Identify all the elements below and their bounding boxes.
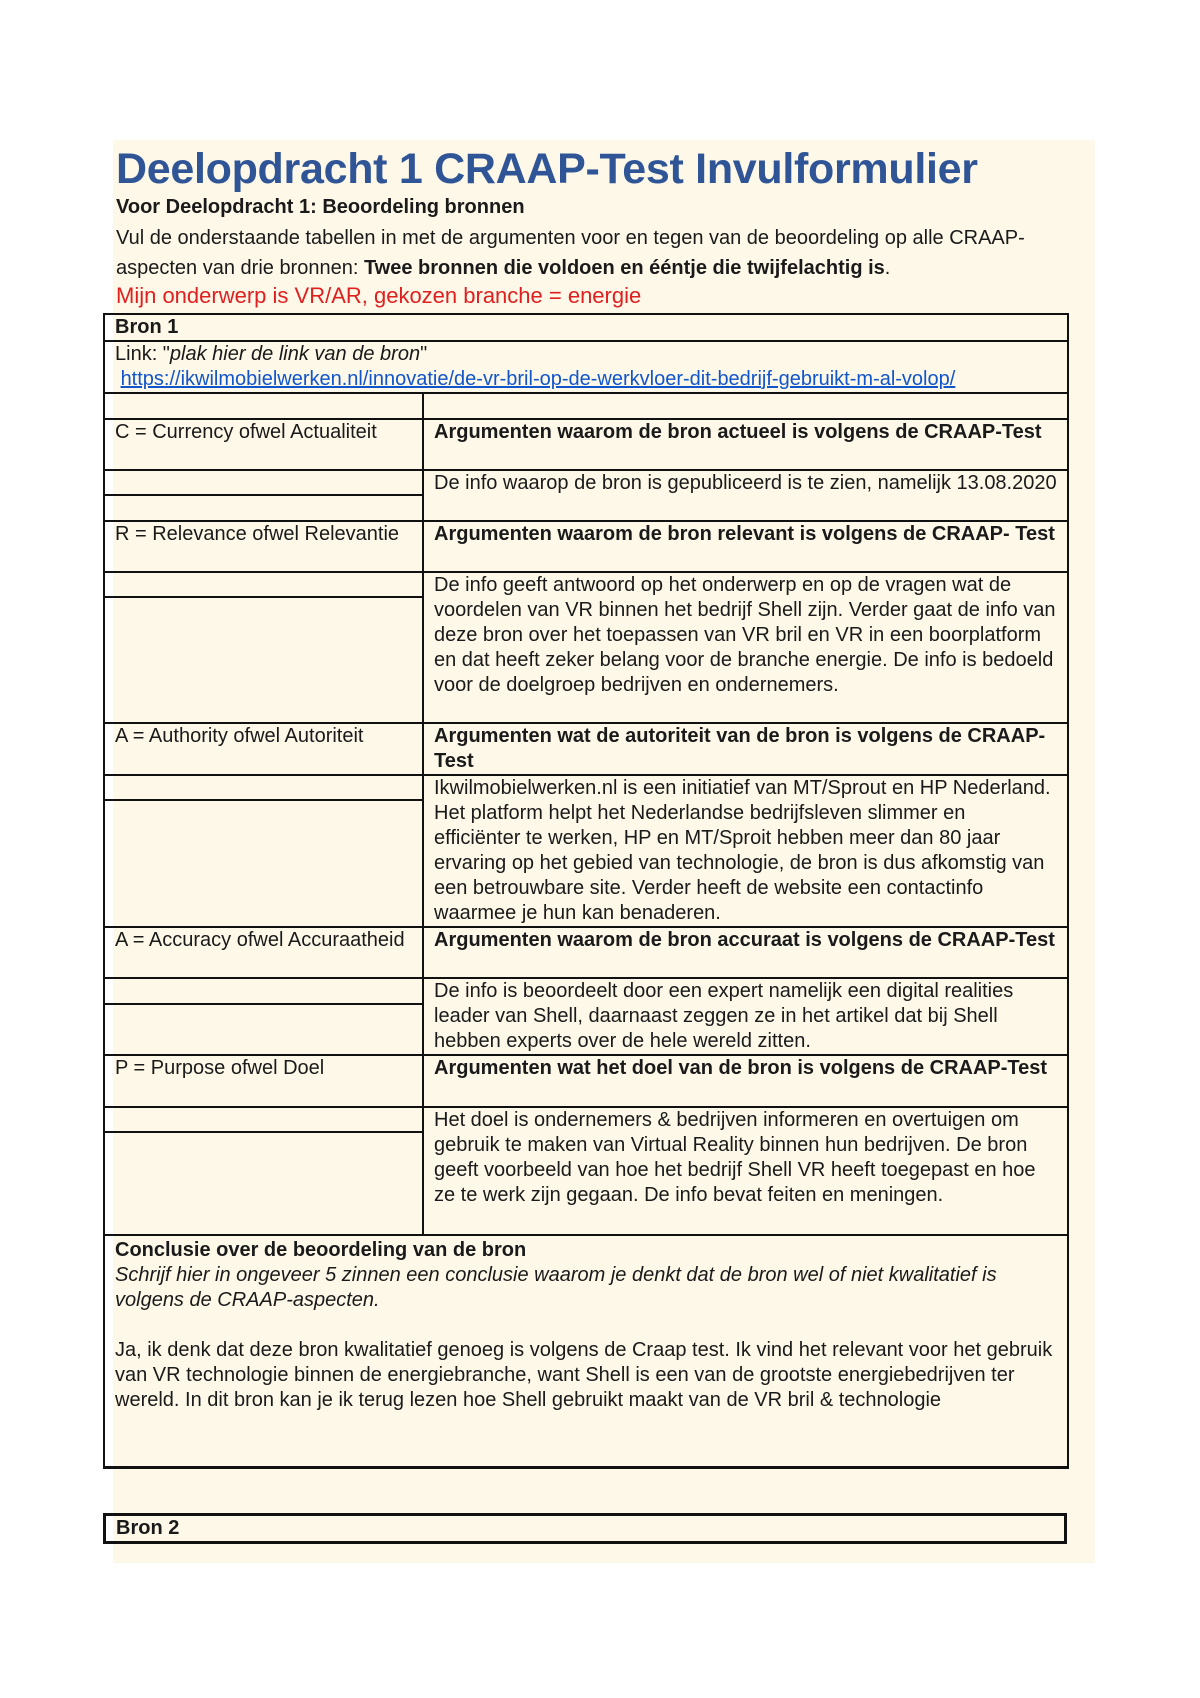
aspect-row-relevance bbox=[104, 521, 1068, 572]
intro-bold: Twee bronnen die voldoen en ééntje die twijfelachtig is bbox=[363, 257, 885, 279]
aspect-label: R = Relevance ofwel Relevantie bbox=[104, 521, 423, 572]
assignment-subheading: Voor Deelopdracht 1: Beoordeling bronnen bbox=[116, 196, 525, 218]
aspect-answer-currency[interactable]: De info waarop de bron is gepubliceerd is te zien, namelijk 13.08.2020 bbox=[423, 470, 1068, 521]
aspect-row-purpose bbox=[104, 1055, 1068, 1107]
bron2-table bbox=[103, 1513, 1067, 1544]
spacer-row bbox=[104, 393, 1068, 419]
empty-cell bbox=[423, 393, 1068, 419]
aspect-answer-relevance[interactable]: De info geeft antwoord op het onderwerp en op de vragen wat de voordelen van VR binnen het bedrijf Shell zijn. Verder gaat de info van deze bron over het toepassen van VR bril en VR in een boorplatform en dat heeft zeker belang voor de branche energie. De info is bedoeld voor de doelgroep bedrijven en ondernemers. bbox=[423, 572, 1068, 723]
aspect-label: A = Authority ofwel Autoriteit bbox=[104, 723, 423, 775]
aspect-row-authority bbox=[104, 723, 1068, 775]
bron2-heading-row bbox=[105, 1515, 1066, 1543]
aspect-label: P = Purpose ofwel Doel bbox=[104, 1055, 423, 1107]
source-url-link[interactable]: https://ikwilmobielwerken.nl/innovatie/de-vr-bril-op-de-werkvloer-dit-bedrijf-gebruikt-m-al-volop/ bbox=[120, 368, 956, 390]
aspect-answer-purpose[interactable]: Het doel is ondernemers & bedrijven informeren en overtuigen om gebruik te maken van Virtual Reality binnen hun bedrijven. De bron geeft voorbeeld van hoe het bedrijf Shell VR heeft toegepast en hoe ze te werk zijn gegaan. De info bevat feiten en meningen. bbox=[423, 1107, 1068, 1235]
empty-cell bbox=[104, 800, 423, 927]
intro-end: . bbox=[884, 257, 891, 279]
empty-cell bbox=[104, 775, 423, 800]
empty-cell bbox=[104, 393, 423, 419]
aspect-answer-row bbox=[104, 1107, 1068, 1132]
aspect-answer-row bbox=[104, 775, 1068, 800]
aspect-answer-row bbox=[104, 978, 1068, 1004]
bron1-link-cell bbox=[104, 341, 1068, 393]
conclusion-text[interactable]: Ja, ik denk dat deze bron kwalitatief genoeg is volgens de Craap test. Ik vind het relevant voor het gebruik van VR technologie binnen de energiebranche, want Shell is een van de grootste energiebedrijven ter wereld. In dit bron kan je ik terug lezen hoe Shell gebruikt maakt van de VR bril & technologie bbox=[115, 1339, 1053, 1411]
aspect-row-accuracy bbox=[104, 927, 1068, 978]
empty-cell bbox=[104, 470, 423, 495]
intro-text: Vul de onderstaande tabellen in met de argumenten voor en tegen van de beoordeling op alle CRAAP-aspecten van drie bronnen: bbox=[116, 227, 1025, 279]
link-hint: plak hier de link van de bron bbox=[169, 343, 421, 365]
conclusion-instruction: Schrijf hier in ongeveer 5 zinnen een conclusie waarom je denkt dat de bron wel of niet kwalitatief is volgens de CRAAP-aspecten. bbox=[115, 1264, 997, 1311]
aspect-header: Argumenten wat het doel van de bron is volgens de CRAAP-Test bbox=[423, 1055, 1068, 1107]
empty-cell bbox=[104, 597, 423, 723]
aspect-header: Argumenten wat de autoriteit van de bron is volgens de CRAAP-Test bbox=[423, 723, 1068, 775]
aspect-answer-authority[interactable]: Ikwilmobielwerken.nl is een initiatief van MT/Sprout en HP Nederland. Het platform helpt het Nederlandse bedrijfsleven slimmer en efficiënter te werken, HP en MT/Sproit hebben meer dan 80 jaar ervaring op het gebied van technologie, de bron is dus afkomstig van een betrouwbare site. Verder heeft de website een contactinfo waarmee je hun kan benaderen. bbox=[423, 775, 1068, 927]
conclusion-heading: Conclusie over de beoordeling van de bron bbox=[115, 1239, 527, 1261]
bron2-heading: Bron 2 bbox=[105, 1515, 1066, 1543]
bron1-heading-row bbox=[104, 314, 1068, 341]
empty-cell bbox=[104, 495, 423, 521]
conclusion-cell[interactable] bbox=[104, 1235, 1068, 1467]
bron1-table bbox=[103, 313, 1069, 1469]
page-title: Deelopdracht 1 CRAAP-Test Invulformulier bbox=[116, 145, 978, 193]
link-label: Link: " bbox=[115, 343, 170, 365]
aspect-header: Argumenten waarom de bron actueel is volgens de CRAAP-Test bbox=[423, 419, 1068, 470]
aspect-header: Argumenten waarom de bron relevant is volgens de CRAAP- Test bbox=[423, 521, 1068, 572]
aspect-label: C = Currency ofwel Actualiteit bbox=[104, 419, 423, 470]
aspect-row-currency bbox=[104, 419, 1068, 470]
topic-statement: Mijn onderwerp is VR/AR, gekozen branche = energie bbox=[116, 283, 642, 308]
bron1-link-row bbox=[104, 341, 1068, 393]
bron1-heading: Bron 1 bbox=[104, 314, 1068, 341]
aspect-label: A = Accuracy ofwel Accuraatheid bbox=[104, 927, 423, 978]
link-close: " bbox=[420, 343, 428, 365]
aspect-header: Argumenten waarom de bron accuraat is volgens de CRAAP-Test bbox=[423, 927, 1068, 978]
empty-cell bbox=[104, 572, 423, 597]
aspect-answer-accuracy[interactable]: De info is beoordeelt door een expert namelijk een digital realities leader van Shell, daarnaast zeggen ze in het artikel dat bij Shell hebben experts over de hele wereld zitten. bbox=[423, 978, 1068, 1055]
intro-paragraph bbox=[116, 223, 1076, 283]
empty-cell bbox=[104, 978, 423, 1004]
aspect-answer-row bbox=[104, 470, 1068, 495]
conclusion-row bbox=[104, 1235, 1068, 1467]
empty-cell bbox=[104, 1107, 423, 1132]
aspect-answer-row bbox=[104, 572, 1068, 597]
empty-cell bbox=[104, 1132, 423, 1235]
empty-cell bbox=[104, 1004, 423, 1055]
